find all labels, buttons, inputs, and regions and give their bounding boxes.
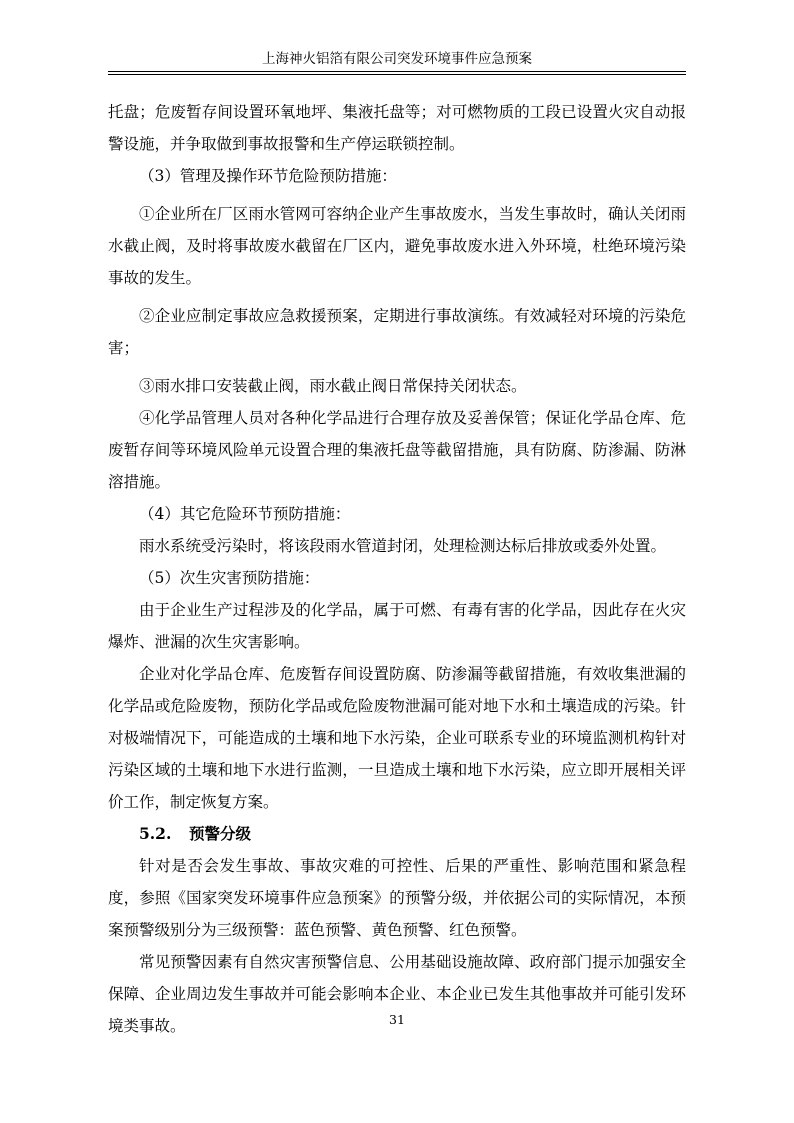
paragraph: 企业对化学品仓库、危废暂存间设置防腐、防渗漏等截留措施，有效收集泄漏的化学品或危险废物，预防化学品或危险废物泄漏可能对地下水和土壤造成的污染。针对极端情况下，可能造成的土壤和地下水污染，企业可联系专业的环境监测机构针对污染区域的土壤和地下水进行监测，一旦造成土壤和地下水污染，应立即开展相关评价工作，制定恢复方案。 — [108, 665, 686, 811]
paragraph: 常见预警因素有自然灾害预警信息、公用基础设施故障、政府部门提示加强安全保障、企业周边发生事故并可能会影响本企业、本企业已发生其他事故并可能引发环境类事故。 — [108, 953, 686, 1035]
subheading: （5）次生灾害预防措施： — [139, 569, 320, 587]
paragraph: 由于企业生产过程涉及的化学品，属于可燃、有毒有害的化学品，因此存在火灾爆炸、泄漏的次生灾害影响。 — [108, 601, 686, 651]
paragraph: ③雨水排口安装截止阀，雨水截止阀日常保持关闭状态。 — [139, 377, 527, 395]
paragraph: 托盘；危废暂存间设置环氧地坪、集液托盘等；对可燃物质的工段已设置火灾自动报警设施，并争取做到事故报警和生产停运联锁控制。 — [108, 103, 686, 153]
section-number: 5.2. — [139, 824, 172, 843]
header-rule-thin — [108, 74, 686, 75]
paragraph: ④化学品管理人员对各种化学品进行合理存放及妥善保管；保证化学品仓库、危废暂存间等环境风险单元设置合理的集液托盘等截留措施，具有防腐、防渗漏、防淋溶措施。 — [108, 409, 686, 491]
section-title: 预警分级 — [189, 824, 252, 843]
page-number: 31 — [389, 1012, 405, 1027]
header-rule — [108, 71, 686, 72]
paragraph: 针对是否会发生事故、事故灾难的可控性、后果的严重性、影响范围和紧急程度，参照《国家突发环境事件应急预案》的预警分级，并依据公司的实际情况，本预案预警级别分为三级预警：蓝色预警、黄色预警、红色预警。 — [108, 857, 686, 939]
page-header: 上海神火铝箔有限公司突发环境事件应急预案 — [262, 51, 532, 67]
subheading: （3）管理及操作环节危险预防措施： — [139, 167, 397, 185]
paragraph: ②企业应制定事故应急救援预案，定期进行事故演练。有效减轻对环境的污染危害； — [108, 307, 686, 357]
section-heading — [108, 818, 686, 850]
paragraph: ①企业所在厂区雨水管网可容纳企业产生事故废水，当发生事故时，确认关闭雨水截止阀，及时将事故废水截留在厂区内，避免事故废水进入外环境，杜绝环境污染事故的发生。 — [108, 205, 686, 287]
subheading: （4）其它危险环节预防措施： — [139, 505, 351, 523]
paragraph: 雨水系统受污染时，将该段雨水管道封闭，处理检测达标后排放或委外处置。 — [139, 537, 667, 555]
document-body — [108, 96, 686, 1042]
